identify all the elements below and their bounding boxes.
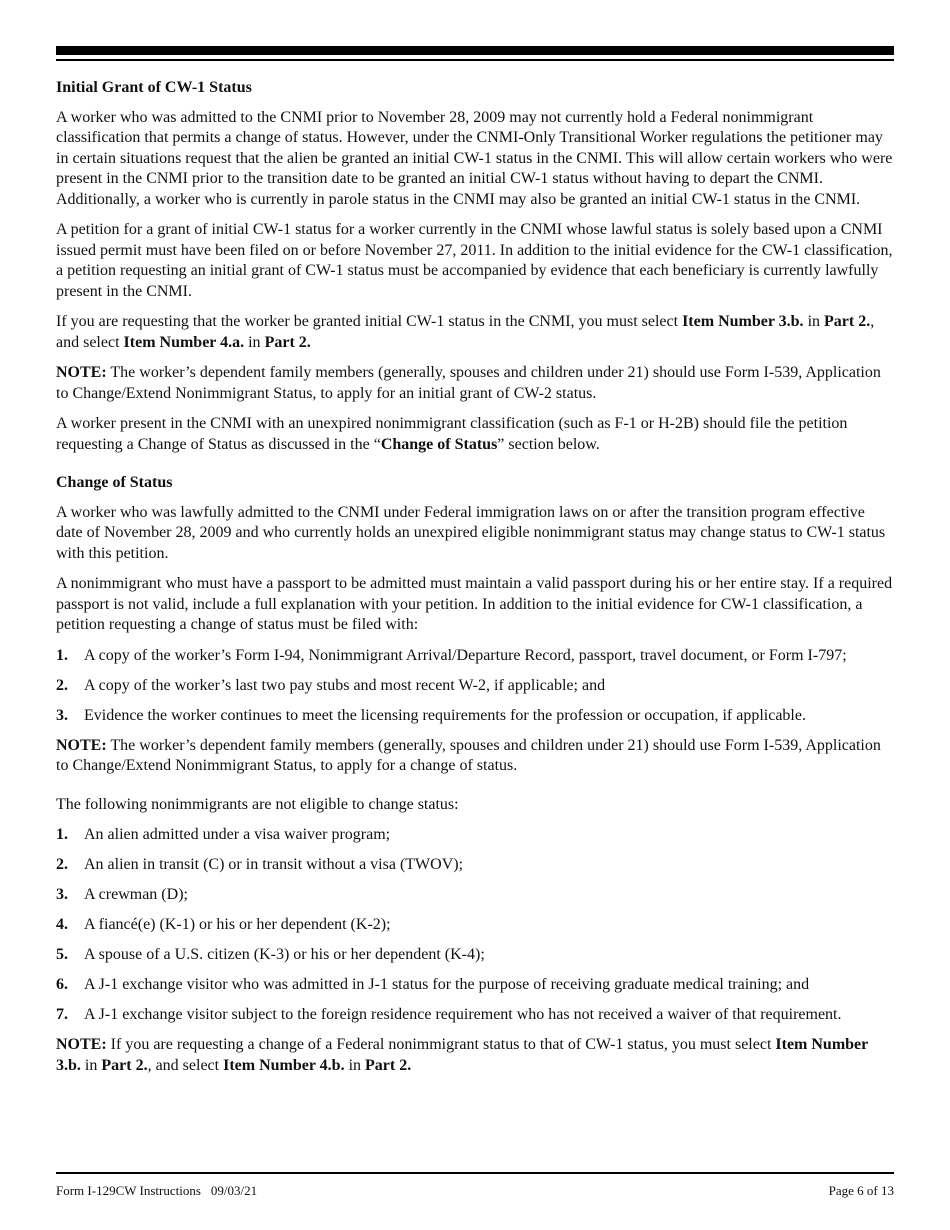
list-item: 2. A copy of the worker’s last two pay stubs and most recent W-2, if applicable; and	[56, 676, 606, 694]
header-rule-thin	[56, 59, 894, 61]
list-item: 1. An alien admitted under a visa waiver program;	[56, 826, 391, 843]
footer-date: 09/03/21	[210, 1183, 258, 1198]
page-content	[56, 78, 894, 1086]
footer-page-number: Page 6 of 13	[828, 1183, 894, 1198]
paragraph: A worker who was admitted to the CNMI prior to November 28, 2009 may not currently hold a Federal nonimmigrant classification that permits a change of status. However, under the CNMI-Only Transitional Worker regulations the petitioner may in certain situations request that the alien be granted an initial CW-1 status in the CNMI. This will allow certain workers who were present in the CNMI prior to the transition date to be granted an initial CW-1 status without having to depart the CNMI. Additionally, a worker who is currently in parole status in the CNMI may also be granted an initial CW-1 status in the CNMI.	[56, 108, 893, 208]
note-paragraph: NOTE: If you are requesting a change of a Federal nonimmigrant status to that of CW-1 status, you must select Item Number 3.b. in Part 2., and select Item Number 4.b. in Part 2.	[56, 1036, 868, 1074]
section-heading-initial-grant: Initial Grant of CW-1 Status	[56, 79, 252, 96]
note-paragraph: NOTE: The worker’s dependent family members (generally, spouses and children under 21) should use Form I-539, Application to Change/Extend Nonimmigrant Status, to apply for a change of status.	[56, 736, 881, 774]
ineligible-list	[56, 825, 894, 1026]
footer-rule	[56, 1172, 894, 1174]
section-heading-change-of-status: Change of Status	[56, 474, 173, 491]
footer-form-id: Form I-129CW Instructions 09/03/21	[56, 1183, 258, 1198]
paragraph: A worker present in the CNMI with an unexpired nonimmigrant classification (such as F-1 or H-2B) should file the petition requesting a Change of Status as discussed in the “Change of Status” section below.	[56, 415, 848, 453]
required-evidence-list	[56, 646, 894, 727]
paragraph: A petition for a grant of initial CW-1 status for a worker currently in the CNMI whose lawful status is solely based upon a CNMI issued permit must have been filed on or before November 27, 2011. In addition to the initial evidence for the CW-1 classification, a petition requesting an initial grant of CW-1 status must be accompanied by evidence that each beneficiary is currently lawfully present in the CNMI.	[56, 221, 893, 300]
note-label: NOTE:	[56, 364, 107, 381]
paragraph: A nonimmigrant who must have a passport to be admitted must maintain a valid passport during his or her entire stay. If a required passport is not valid, include a full explanation with your petition. In addition to the initial evidence for CW-1 classification, a petition requesting a change of status must be filed with:	[56, 575, 893, 633]
list-item: 6. A J-1 exchange visitor who was admitted in J-1 status for the purpose of receiving graduate medical training; and	[56, 976, 810, 993]
list-item: 2. An alien in transit (C) or in transit without a visa (TWOV);	[56, 856, 464, 873]
list-item: 7. A J-1 exchange visitor subject to the foreign residence requirement who has not received a waiver of that requirement.	[56, 1006, 842, 1023]
paragraph: A worker who was lawfully admitted to the CNMI under Federal immigration laws on or after the transition program effective date of November 28, 2009 and who currently holds an unexpired eligible nonimmigrant status may change status to CW-1 status with this petition.	[56, 503, 886, 562]
list-item: 3. Evidence the worker continues to meet the licensing requirements for the profession or occupation, if applicable.	[56, 706, 806, 724]
list-item: 1. A copy of the worker’s Form I-94, Nonimmigrant Arrival/Departure Record, passport, travel document, or Form I-797;	[56, 646, 847, 664]
paragraph-item-selection: If you are requesting that the worker be granted initial CW-1 status in the CNMI, you must select Item Number 3.b. in Part 2., and select Item Number 4.a. in Part 2.	[56, 313, 875, 351]
note-label: NOTE:	[56, 1036, 107, 1053]
list-item: 4. A fiancé(e) (K-1) or his or her dependent (K-2);	[56, 916, 391, 933]
page-footer	[56, 1183, 894, 1199]
header-rule-thick	[56, 46, 894, 55]
list-item: 5. A spouse of a U.S. citizen (K-3) or his or her dependent (K-4);	[56, 946, 485, 963]
list-item: 3. A crewman (D);	[56, 886, 188, 903]
paragraph: The following nonimmigrants are not eligible to change status:	[56, 795, 459, 813]
note-label: NOTE:	[56, 736, 107, 754]
note-paragraph: NOTE: The worker’s dependent family members (generally, spouses and children under 21) should use Form I-539, Application to Change/Extend Nonimmigrant Status, to apply for an initial grant of CW-2 status.	[56, 364, 881, 402]
